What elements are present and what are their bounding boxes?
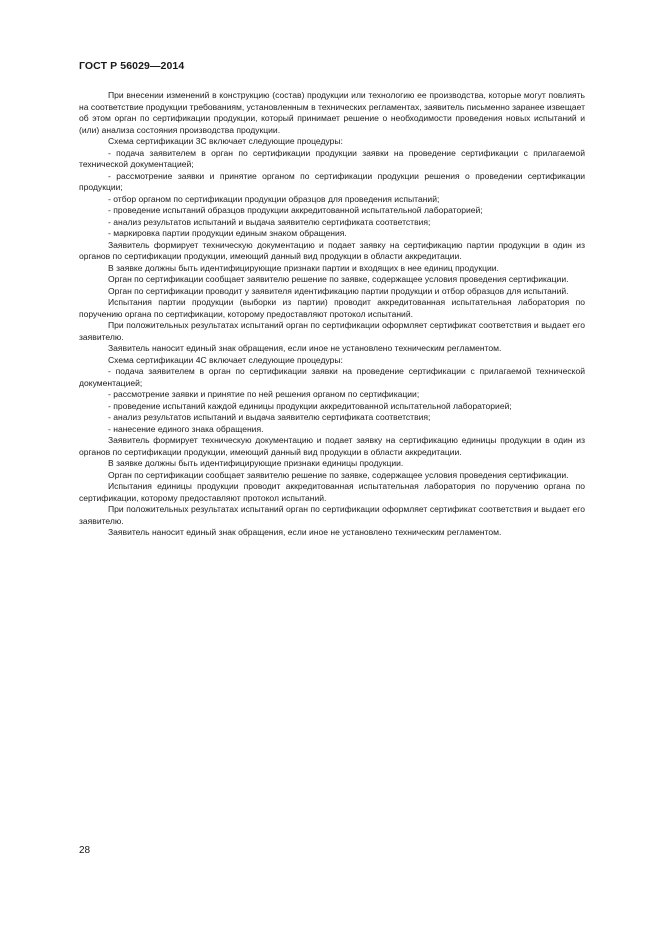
- list-item: - анализ результатов испытаний и выдача заявителю сертификата соответствия;: [108, 216, 431, 227]
- list-item: - проведение испытаний образцов продукции аккредитованной испытательной лабораторией;: [108, 205, 483, 215]
- paragraph: При внесении изменений в конструкцию (состав) продукции или технологию ее производства, которые могут повлиять на соответствие продукции требованиям, установленным в технических регламентах, заявитель письменно заранее извещает об этом орган по сертификации продукции, который принимает решение о необходимости проведения новых испытаний и (или) анализа состояния производства продукции.: [79, 90, 585, 135]
- paragraph: Испытания единицы продукции проводит аккредитованная испытательная лаборатория по поручению органа по сертификации, которому предоставляют протокол испытаний.: [79, 481, 585, 503]
- list-item: - проведение испытаний каждой единицы продукции аккредитованной испытательной лабораторией;: [108, 400, 512, 411]
- paragraph: В заявке должны быть идентифицирующие признаки партии и входящих в нее единиц продукции.: [108, 262, 499, 273]
- paragraph: Испытания партии продукции (выборки из партии) проводит аккредитованная испытательная лаборатория по поручению органа по сертификации, которому предоставляют протокол испытаний.: [79, 297, 585, 319]
- paragraph: Орган по сертификации сообщает заявителю решение по заявке, содержащее условия проведения сертификации.: [108, 469, 569, 480]
- paragraph: В заявке должны быть идентифицирующие признаки единицы продукции.: [108, 458, 404, 468]
- list-item: - отбор органом по сертификации продукции образцов для проведения испытаний;: [108, 193, 440, 204]
- paragraph: Схема сертификации 4С включает следующие процедуры:: [108, 354, 343, 365]
- list-item: - анализ результатов испытаний и выдача заявителю сертификата соответствия;: [108, 412, 431, 422]
- paragraph: Заявитель наносит единый знак обращения, если иное не установлено техническим регламентом.: [108, 527, 502, 537]
- paragraph: При положительных результатах испытаний орган по сертификации оформляет сертификат соответствия и выдает его заявителю.: [79, 504, 585, 526]
- paragraph: Схема сертификации 3С включает следующие процедуры:: [108, 136, 343, 146]
- document-header: ГОСТ Р 56029—2014: [79, 60, 185, 72]
- paragraph: Орган по сертификации проводит у заявителя идентификацию партии продукции и отбор образцов для испытаний.: [108, 285, 569, 296]
- document-body: [79, 90, 585, 539]
- paragraph: При положительных результатах испытаний орган по сертификации оформляет сертификат соответствия и выдает его заявителю.: [79, 320, 585, 342]
- list-item: - маркировка партии продукции единым знаком обращения.: [108, 228, 347, 238]
- list-item: - подача заявителем в орган по сертификации заявки на проведение сертификации с прилагаемой технической документацией;: [79, 366, 585, 388]
- page-number: 28: [79, 845, 91, 856]
- paragraph: Орган по сертификации сообщает заявителю решение по заявке, содержащее условия проведения сертификации.: [108, 274, 569, 284]
- list-item: - подача заявителем в орган по сертификации продукции заявки на проведение сертификации с прилагаемой технической документацией;: [79, 147, 585, 169]
- list-item: - рассмотрение заявки и принятие по ней решения органом по сертификации;: [108, 389, 420, 399]
- paragraph: Заявитель формирует техническую документацию и подает заявку на сертификацию единицы продукции в один из органов по сертификации продукции, имеющий данный вид продукции в области аккредитации.: [79, 435, 585, 457]
- paragraph: Заявитель наносит единый знак обращения, если иное не установлено техническим регламентом.: [108, 343, 502, 353]
- list-item: - рассмотрение заявки и принятие органом по сертификации продукции решения о проведении сертификации продукции;: [79, 170, 585, 192]
- paragraph: Заявитель формирует техническую документацию и подает заявку на сертификацию партии продукции в один из органов по сертификации продукции, имеющий данный вид продукции в области аккредитации.: [79, 239, 585, 261]
- list-item: - нанесение единого знака обращения.: [108, 423, 264, 434]
